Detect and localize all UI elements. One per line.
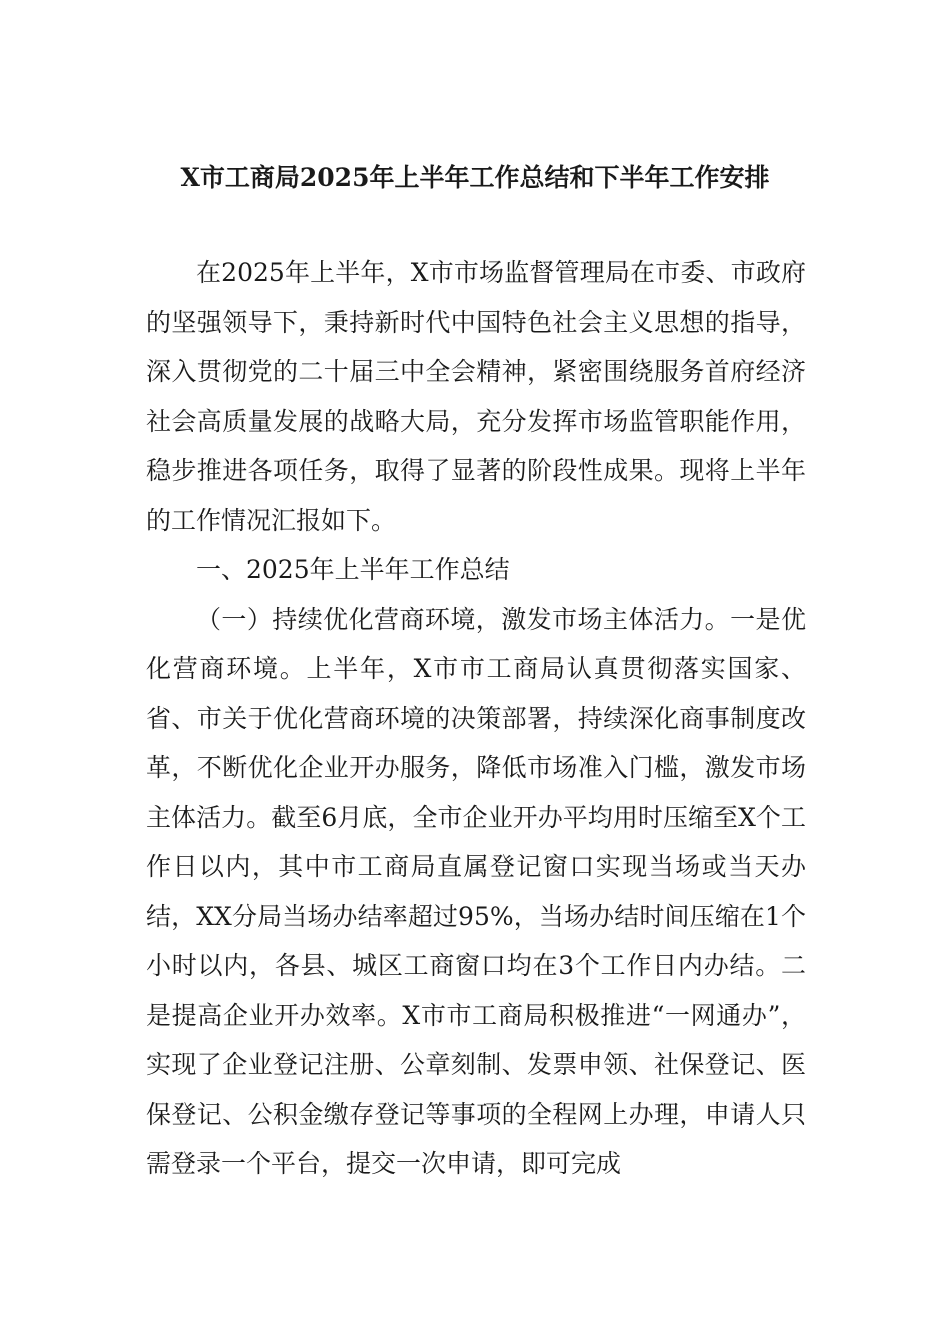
document-body — [146, 248, 806, 1189]
section-heading: 一、2025年上半年工作总结 — [196, 555, 510, 584]
subsection-paragraph: （一）持续优化营商环境，激发市场主体活力。一是优化营商环境。上半年，X市市工商局认真贯彻落实国家、省、市关于优化营商环境的决策部署，持续深化商事制度改革，不断优化企业开办服务，降低市场准入门槛，激发市场主体活力。截至6月底，全市企业开办平均用时压缩至X个工作日以内，其中市工商局直属登记窗口实现当场或当天办结，XX分局当场办结率超过95%，当场办结时间压缩在1个小时以内，各县、城区工商窗口均在3个工作日内办结。二是提高企业开办效率。X市市工商局积极推进“一网通办”，实现了企业登记注册、公章刻制、发票申领、社保登记、医保登记、公积金缴存登记等事项的全程网上办理，申请人只需登录一个平台，提交一次申请，即可完成 — [146, 604, 806, 1178]
document-title: X市工商局2025年上半年工作总结和下半年工作安排 — [180, 163, 770, 192]
intro-paragraph: 在2025年上半年，X市市场监督管理局在市委、市政府的坚强领导下，秉持新时代中国特色社会主义思想的指导，深入贯彻党的二十届三中全会精神，紧密围绕服务首府经济社会高质量发展的战略大局，充分发挥市场监管职能作用，稳步推进各项任务，取得了显著的阶段性成果。现将上半年的工作情况汇报如下。 — [146, 258, 806, 535]
